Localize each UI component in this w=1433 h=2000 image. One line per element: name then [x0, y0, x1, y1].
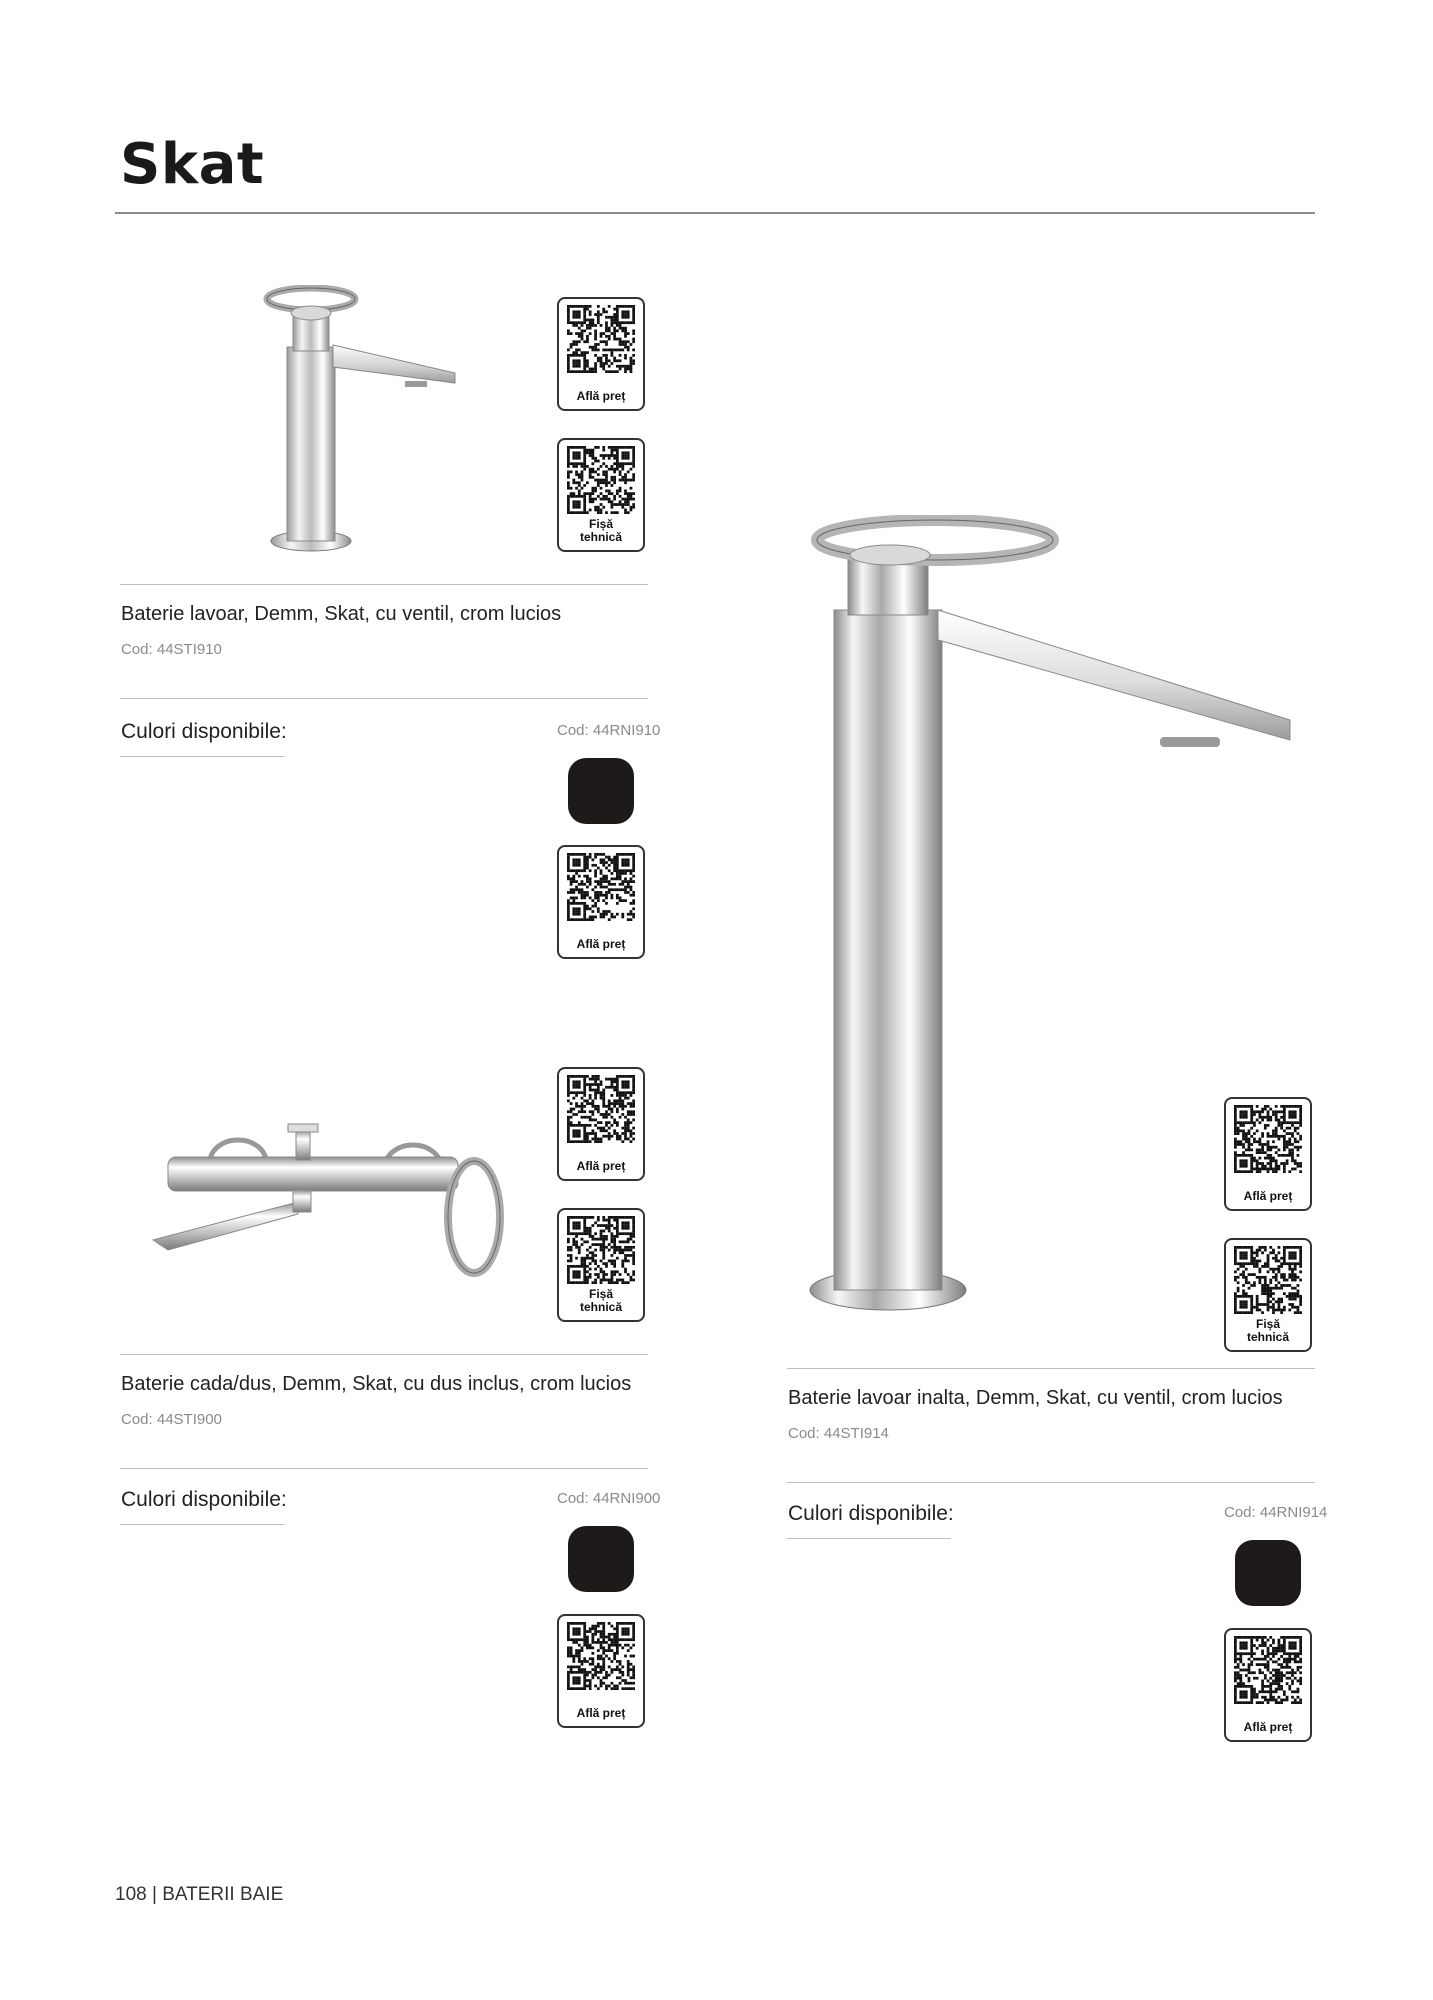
qr-price-2[interactable] — [557, 1067, 645, 1181]
divider — [120, 1354, 648, 1355]
qr-price-3[interactable] — [1224, 1097, 1312, 1211]
product-code: Cod: 44STI900 — [121, 1411, 222, 1428]
qr-price-variant-2[interactable] — [557, 1614, 645, 1728]
color-variant-code: Cod: 44RNI900 — [557, 1490, 661, 1507]
qr-tech-sheet-3[interactable] — [1224, 1238, 1312, 1352]
colors-underline — [120, 756, 284, 757]
colors-label: Culori disponibile: — [788, 1502, 954, 1525]
qr-label: Află preț — [576, 1706, 626, 1720]
qr-label: Află preț — [1243, 1189, 1293, 1203]
qr-code-icon — [567, 1216, 635, 1284]
qr-code-icon — [567, 305, 635, 373]
product-image-basin-mixer — [255, 285, 470, 560]
product-code: Cod: 44STI910 — [121, 641, 222, 658]
qr-code-icon — [1234, 1246, 1302, 1314]
qr-code-icon — [567, 1075, 635, 1143]
product-code: Cod: 44STI914 — [788, 1425, 889, 1442]
qr-price-variant-3[interactable] — [1224, 1628, 1312, 1742]
qr-price-variant-1[interactable] — [557, 845, 645, 959]
page-footer: 108 | BATERII BAIE — [115, 1884, 284, 1905]
qr-label: Fișă tehnică — [1246, 1317, 1289, 1344]
title-divider — [115, 212, 1315, 214]
color-variant-code: Cod: 44RNI910 — [557, 722, 661, 739]
qr-tech-sheet-1[interactable] — [557, 438, 645, 552]
page-title: Skat — [120, 132, 265, 197]
colors-label: Culori disponibile: — [121, 1488, 287, 1511]
qr-label: Află preț — [576, 389, 626, 403]
color-swatch-black[interactable] — [568, 758, 634, 824]
qr-label: Fișă tehnică — [579, 517, 622, 544]
qr-label: Află preț — [576, 1159, 626, 1173]
qr-label: Află preț — [1243, 1720, 1293, 1734]
divider — [120, 698, 648, 699]
qr-tech-sheet-2[interactable] — [557, 1208, 645, 1322]
colors-label: Culori disponibile: — [121, 720, 287, 743]
qr-code-icon — [567, 853, 635, 921]
product-name: Baterie lavoar inalta, Demm, Skat, cu ventil, crom lucios — [788, 1387, 1283, 1409]
product-name: Baterie cada/dus, Demm, Skat, cu dus inclus, crom lucios — [121, 1373, 632, 1395]
qr-code-icon — [567, 446, 635, 514]
colors-underline — [120, 1524, 284, 1525]
color-variant-code: Cod: 44RNI914 — [1224, 1504, 1328, 1521]
colors-underline — [787, 1538, 951, 1539]
qr-code-icon — [1234, 1636, 1302, 1704]
divider — [120, 584, 648, 585]
product-name: Baterie lavoar, Demm, Skat, cu ventil, crom lucios — [121, 603, 562, 625]
product-image-bath-mixer — [148, 1122, 518, 1282]
color-swatch-black[interactable] — [568, 1526, 634, 1592]
qr-price-1[interactable] — [557, 297, 645, 411]
divider — [787, 1482, 1315, 1483]
qr-label: Fișă tehnică — [579, 1287, 622, 1314]
qr-label: Află preț — [576, 937, 626, 951]
divider — [120, 1468, 648, 1469]
color-swatch-black[interactable] — [1235, 1540, 1301, 1606]
qr-code-icon — [567, 1622, 635, 1690]
qr-code-icon — [1234, 1105, 1302, 1173]
divider — [787, 1368, 1315, 1369]
